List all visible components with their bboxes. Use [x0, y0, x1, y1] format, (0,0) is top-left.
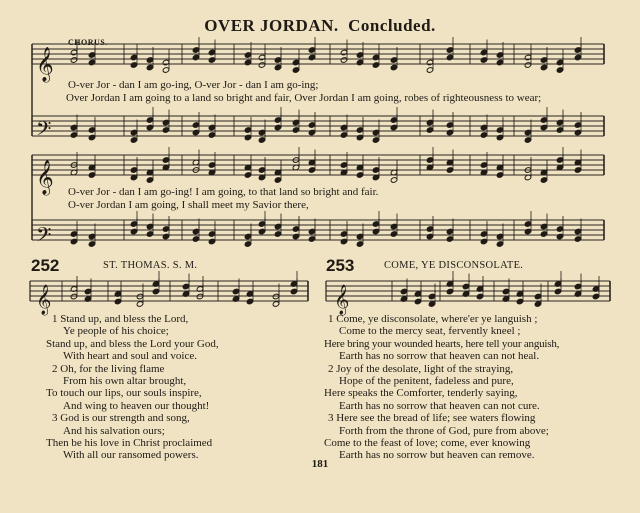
- note-head: [192, 47, 199, 53]
- page-title: OVER JORDAN. Concluded.: [204, 16, 436, 35]
- note-head: [428, 293, 435, 299]
- note-head: [70, 57, 77, 63]
- note-head: [88, 127, 95, 133]
- note-head: [446, 129, 453, 135]
- note-head: [480, 132, 487, 138]
- note-head: [356, 241, 363, 247]
- note-head: [130, 62, 137, 68]
- verse-line: Earth has no sorrow that heaven can not cure.: [339, 399, 540, 412]
- note-head: [192, 129, 199, 135]
- note-head: [88, 241, 95, 247]
- note-head: [258, 62, 265, 68]
- bass-clef-icon: 𝄢: [36, 117, 52, 145]
- note-head: [70, 238, 77, 244]
- note-head: [84, 288, 91, 294]
- chorus-lyric-line2-soprano: O-ver Jor - dan I am go-ing! I am going, to that land so bright and fair.: [68, 186, 379, 198]
- note-head: [496, 52, 503, 58]
- note-head: [308, 47, 315, 53]
- note-head: [400, 288, 407, 294]
- note-head: [574, 228, 581, 234]
- note-head: [446, 288, 453, 294]
- note-head: [274, 177, 281, 183]
- note-head: [196, 293, 203, 299]
- note-head: [524, 137, 531, 143]
- note-head: [340, 132, 347, 138]
- note-head: [540, 177, 547, 183]
- note-head: [426, 226, 433, 232]
- hymn-252-verses: [46, 313, 219, 462]
- note-head: [182, 283, 189, 289]
- note-head: [462, 283, 469, 289]
- note-head: [496, 59, 503, 65]
- note-head: [146, 117, 153, 123]
- hymn-253-verses: [324, 313, 560, 462]
- note-head: [340, 162, 347, 168]
- note-head: [162, 226, 169, 232]
- note-head: [208, 49, 215, 55]
- note-head: [258, 228, 265, 234]
- note-head: [130, 54, 137, 60]
- note-head: [146, 57, 153, 63]
- note-head: [496, 241, 503, 247]
- note-head: [244, 241, 251, 247]
- verse-line: Then be his love in Christ proclaimed: [46, 437, 213, 450]
- note-head: [540, 64, 547, 70]
- note-head: [208, 57, 215, 63]
- note-head: [372, 221, 379, 227]
- note-head: [232, 288, 239, 294]
- note-head: [246, 298, 253, 304]
- note-head: [480, 231, 487, 237]
- note-head: [574, 129, 581, 135]
- note-head: [356, 172, 363, 178]
- treble-clef-icon: 𝄞: [36, 47, 54, 82]
- note-head: [524, 62, 531, 68]
- note-head: [308, 122, 315, 128]
- note-head: [130, 167, 137, 173]
- note-head: [426, 233, 433, 239]
- verse-line: With all our ransomed powers.: [63, 449, 199, 462]
- note-head: [390, 231, 397, 237]
- note-head: [162, 127, 169, 133]
- note-head: [476, 293, 483, 299]
- verse-line: And his salvation ours;: [63, 424, 165, 437]
- verse-line: 3 Here see the bread of life; see waters flowing: [328, 412, 536, 425]
- note-head: [292, 59, 299, 65]
- note-head: [340, 124, 347, 130]
- verse-line: Here speaks the Comforter, tenderly saying,: [324, 387, 518, 400]
- note-head: [136, 301, 143, 307]
- verse-line: Hope of the penitent, fadeless and pure,: [339, 375, 514, 388]
- verse-line: Stand up, and bless the Lord your God,: [46, 337, 219, 350]
- note-head: [524, 228, 531, 234]
- note-head: [496, 134, 503, 140]
- note-head: [340, 238, 347, 244]
- note-head: [152, 288, 159, 294]
- note-head: [390, 117, 397, 123]
- note-head: [208, 238, 215, 244]
- note-head: [244, 127, 251, 133]
- note-head: [244, 59, 251, 65]
- note-head: [258, 129, 265, 135]
- treble-clef-icon: 𝄞: [334, 285, 350, 315]
- note-head: [308, 228, 315, 234]
- note-head: [372, 54, 379, 60]
- note-head: [556, 233, 563, 239]
- note-head: [574, 122, 581, 128]
- note-head: [162, 67, 169, 73]
- note-head: [340, 57, 347, 63]
- verse-line: 2 Oh, for the living flame: [52, 362, 165, 375]
- note-head: [556, 67, 563, 73]
- note-head: [496, 233, 503, 239]
- verse-line: Earth has no sorrow but heaven can remove.: [339, 449, 535, 462]
- note-head: [208, 132, 215, 138]
- note-head: [272, 301, 279, 307]
- note-head: [356, 134, 363, 140]
- note-head: [356, 127, 363, 133]
- note-head: [574, 54, 581, 60]
- note-head: [540, 57, 547, 63]
- note-head: [274, 64, 281, 70]
- note-head: [356, 233, 363, 239]
- verse-line: 3 God is our strength and song,: [52, 412, 190, 425]
- note-head: [192, 228, 199, 234]
- note-head: [540, 117, 547, 123]
- verse-line: 1 Come, ye disconsolate, where'er ye languish ;: [328, 313, 538, 325]
- note-head: [258, 137, 265, 143]
- note-head: [130, 129, 137, 135]
- note-head: [372, 167, 379, 173]
- note-head: [146, 231, 153, 237]
- note-head: [446, 122, 453, 128]
- note-head: [390, 124, 397, 130]
- note-head: [428, 301, 435, 307]
- note-head: [446, 47, 453, 53]
- note-head: [524, 129, 531, 135]
- note-head: [556, 226, 563, 232]
- note-head: [540, 124, 547, 130]
- note-head: [274, 124, 281, 130]
- note-head: [446, 236, 453, 242]
- note-head: [574, 47, 581, 53]
- note-head: [516, 298, 523, 304]
- note-head: [258, 54, 265, 60]
- note-head: [292, 119, 299, 125]
- note-head: [556, 59, 563, 65]
- note-head: [70, 49, 77, 55]
- note-head: [88, 59, 95, 65]
- note-head: [390, 64, 397, 70]
- verse-line: Come to the feast of love; come, ever knowing: [324, 437, 531, 450]
- note-head: [372, 228, 379, 234]
- note-head: [556, 119, 563, 125]
- note-head: [390, 57, 397, 63]
- note-head: [556, 157, 563, 163]
- note-head: [496, 172, 503, 178]
- verse-line: Forth from the throne of God, pure from above;: [339, 424, 549, 437]
- note-head: [272, 293, 279, 299]
- note-head: [192, 236, 199, 242]
- chorus-label: CHORUS.: [68, 38, 108, 47]
- note-head: [574, 283, 581, 289]
- note-head: [308, 54, 315, 60]
- note-head: [88, 172, 95, 178]
- hymn-number: 252: [31, 256, 60, 275]
- note-head: [130, 221, 137, 227]
- note-head: [372, 137, 379, 143]
- note-head: [258, 221, 265, 227]
- note-head: [480, 49, 487, 55]
- note-head: [524, 54, 531, 60]
- note-head: [426, 119, 433, 125]
- note-head: [162, 59, 169, 65]
- hymn-title: ST. THOMAS. S. M.: [103, 260, 198, 271]
- note-head: [592, 293, 599, 299]
- note-head: [290, 288, 297, 294]
- note-head: [258, 167, 265, 173]
- note-head: [162, 233, 169, 239]
- note-head: [556, 127, 563, 133]
- note-head: [208, 231, 215, 237]
- note-head: [70, 231, 77, 237]
- note-head: [292, 127, 299, 133]
- note-head: [88, 52, 95, 58]
- note-head: [70, 293, 77, 299]
- note-head: [292, 226, 299, 232]
- note-head: [274, 231, 281, 237]
- note-head: [574, 236, 581, 242]
- verse-line: Here bring your wounded hearts, here tell your anguish,: [324, 337, 560, 350]
- note-head: [146, 64, 153, 70]
- note-head: [244, 52, 251, 58]
- note-head: [274, 223, 281, 229]
- note-head: [146, 177, 153, 183]
- note-head: [426, 59, 433, 65]
- chorus-lyric-line1-alto: Over Jordan I am going to a land so bright and fair, Over Jordan I am going, robes of righteousness to wear;: [66, 92, 542, 104]
- hymn-number: 253: [326, 256, 355, 275]
- note-head: [554, 288, 561, 294]
- note-head: [356, 52, 363, 58]
- note-head: [340, 231, 347, 237]
- hymn-title: COME, YE DISCONSOLATE.: [384, 260, 524, 271]
- note-head: [208, 124, 215, 130]
- note-head: [162, 119, 169, 125]
- page-number: 181: [311, 458, 329, 470]
- note-head: [88, 233, 95, 239]
- note-head: [244, 233, 251, 239]
- note-head: [70, 132, 77, 138]
- note-head: [244, 172, 251, 178]
- note-head: [308, 167, 315, 173]
- note-head: [146, 223, 153, 229]
- note-head: [308, 129, 315, 135]
- verse-line: 1 Stand up, and bless the Lord,: [52, 313, 189, 325]
- note-head: [130, 228, 137, 234]
- verse-line: Earth has no sorrow that heaven can not heal.: [339, 350, 540, 363]
- note-head: [130, 137, 137, 143]
- note-head: [340, 49, 347, 55]
- verse-line: Ye people of his choice;: [63, 325, 169, 338]
- note-head: [446, 228, 453, 234]
- note-head: [208, 162, 215, 168]
- note-head: [480, 124, 487, 130]
- verse-line: From his own altar brought,: [63, 375, 187, 388]
- note-head: [524, 221, 531, 227]
- note-head: [446, 167, 453, 173]
- note-head: [496, 127, 503, 133]
- note-head: [162, 157, 169, 163]
- verse-line: To touch our lips, our souls inspire,: [46, 387, 202, 400]
- note-head: [114, 298, 121, 304]
- note-head: [244, 134, 251, 140]
- note-head: [414, 298, 421, 304]
- note-head: [480, 57, 487, 63]
- chorus-lyric-line1-soprano: O-ver Jor - dan I am go-ing, O-ver Jor - dan I am go-ing;: [68, 79, 319, 91]
- verse-line: 2 Joy of the desolate, light of the straying,: [328, 362, 514, 375]
- note-head: [292, 67, 299, 73]
- note-head: [534, 293, 541, 299]
- note-head: [390, 223, 397, 229]
- note-head: [146, 124, 153, 130]
- note-head: [192, 122, 199, 128]
- treble-clef-icon: 𝄞: [36, 160, 54, 195]
- note-head: [426, 67, 433, 73]
- note-head: [446, 54, 453, 60]
- bass-clef-icon: 𝄢: [36, 223, 52, 251]
- verse-line: Come to the mercy seat, fervently kneel ;: [339, 325, 521, 338]
- note-head: [274, 57, 281, 63]
- note-head: [136, 293, 143, 299]
- treble-clef-icon: 𝄞: [36, 285, 52, 315]
- note-head: [372, 62, 379, 68]
- note-head: [70, 124, 77, 130]
- note-head: [292, 233, 299, 239]
- note-head: [480, 162, 487, 168]
- note-head: [426, 157, 433, 163]
- note-head: [426, 127, 433, 133]
- note-head: [540, 231, 547, 237]
- note-head: [574, 167, 581, 173]
- note-head: [540, 223, 547, 229]
- note-head: [372, 129, 379, 135]
- note-head: [356, 59, 363, 65]
- note-head: [502, 288, 509, 294]
- note-head: [88, 134, 95, 140]
- note-head: [308, 236, 315, 242]
- note-head: [534, 301, 541, 307]
- note-head: [390, 177, 397, 183]
- verse-line: And wing to heaven our thought!: [63, 399, 210, 412]
- note-head: [480, 238, 487, 244]
- verse-line: With heart and soul and voice.: [63, 350, 197, 363]
- note-head: [192, 54, 199, 60]
- chorus-lyric-line2-alto: O-ver Jordan I am going, I shall meet my Savior there,: [68, 199, 309, 211]
- note-head: [274, 117, 281, 123]
